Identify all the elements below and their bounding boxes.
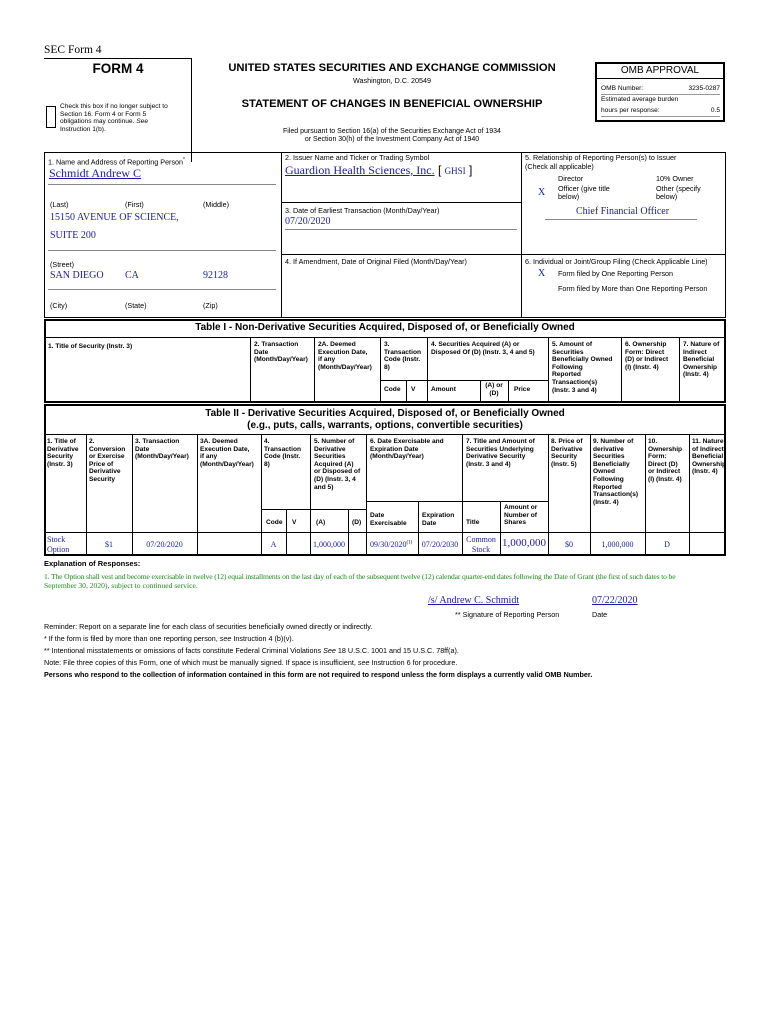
t2-col-underlying: 7. Title and Amount of Securities Underlying Derivative Security (Instr. 3 and 4) <box>466 438 535 468</box>
t2-col-deemed: 3A. Deemed Execution Date, if any (Month/Day/Year) <box>200 438 254 468</box>
t1-sub-amount: Amount <box>431 386 456 393</box>
table-rule <box>250 337 251 403</box>
reminder-note: Reminder: Report on a separate line for each class of securities beneficially owned directly or indirectly. <box>44 622 373 631</box>
relationship-sublabel: (Check all applicable) <box>525 162 594 171</box>
t2-col-code: 4. Transaction Code (Instr. 8) <box>264 438 302 468</box>
state-value: CA <box>125 270 139 281</box>
t2-col-price: 8. Price of Derivative Security (Instr. 5) <box>551 438 583 468</box>
t2-row-expiration: 07/20/2030 <box>421 540 459 549</box>
sec-form-label: SEC Form 4 <box>44 44 102 56</box>
table-rule <box>366 501 462 502</box>
table-rule <box>132 434 133 556</box>
t2-col-nature: 11. Nature of Indirect Beneficial Ownership (Instr. 4) <box>692 438 727 476</box>
t2-sub-date-ex: Date Exercisable <box>370 512 407 527</box>
table-rule <box>462 501 548 502</box>
t2-sub-code: Code <box>266 519 283 526</box>
omb-divider <box>601 94 720 95</box>
one-person-label: Form filed by One Reporting Person <box>558 269 674 278</box>
omb-number-value: 3235-0287 <box>688 85 720 92</box>
table-rule <box>590 434 591 556</box>
address-line-1: 15150 AVENUE OF SCIENCE, <box>50 212 179 223</box>
officer-label: Officer (give title below) <box>558 184 610 202</box>
t2-col-conversion: 2. Conversion or Exercise Price of Derivative Security <box>89 438 126 483</box>
section-divider <box>281 152 282 318</box>
table-rule <box>508 380 509 403</box>
table-rule <box>348 509 349 556</box>
header-rule <box>44 58 192 59</box>
city-value: SAN DIEGO <box>50 270 104 281</box>
agency-name: UNITED STATES SECURITIES AND EXCHANGE COMMISSION <box>228 62 556 74</box>
section-divider <box>281 254 726 255</box>
field-rule <box>48 184 276 185</box>
checkbox-instructions: Check this box if no longer subject to Section 16. Form 4 or Form 5 obligations may continue. See Instruction 1(b). <box>60 103 168 133</box>
director-label: Director <box>558 174 584 183</box>
t2-sub-amount: Amount or Number of Shares <box>504 504 538 527</box>
signature-name: /s/ Andrew C. Schmidt <box>428 595 520 606</box>
earliest-date-label: 3. Date of Earliest Transaction (Month/Day/Year) <box>285 206 440 215</box>
t2-row-ownership-form: D <box>664 540 670 549</box>
officer-title: Chief Financial Officer <box>575 206 670 217</box>
table-2-title: Table II - Derivative Securities Acquired, Disposed of, or Beneficially Owned (e.g., puts, calls, warrants, options, convertible securities) <box>205 408 565 431</box>
t2-col-number: 5. Number of Derivative Securities Acquired (A) or Disposed of (D) (Instr. 3, 4 and 5) <box>314 438 361 491</box>
t2-row-price: $1 <box>105 540 113 549</box>
issuer-ticker: GHSI <box>444 166 466 176</box>
t2-row-deriv-price: $0 <box>565 540 573 549</box>
table-rule <box>197 434 198 556</box>
zip-value: 92128 <box>203 270 228 281</box>
copies-note: Note: File three copies of this Form, one of which must be manually signed. If space is insufficient, see Instruction 6 for procedure. <box>44 658 458 667</box>
table-rule <box>366 434 367 556</box>
table-rule <box>44 337 726 338</box>
field-rule <box>545 219 697 220</box>
t2-sub-title: Title <box>466 519 480 526</box>
filing-label: 6. Individual or Joint/Group Filing (Check Applicable Line) <box>525 257 708 266</box>
first-label: (First) <box>125 200 144 209</box>
table-1-title: Table I - Non-Derivative Securities Acquired, Disposed of, or Beneficially Owned <box>195 322 575 333</box>
t1-sub-code: Code <box>384 386 401 393</box>
table-rule <box>689 434 690 556</box>
table-rule <box>261 434 262 556</box>
signature-date: 07/22/2020 <box>592 595 638 606</box>
omb-divider <box>601 116 720 117</box>
t2-sub-exp: Expiration Date <box>422 512 455 527</box>
t1-col-nature: 7. Nature of Indirect Beneficial Ownership (Instr. 4) <box>683 341 720 379</box>
one-person-checkbox[interactable]: X <box>538 268 546 279</box>
reporting-person-name[interactable]: Schmidt Andrew C <box>49 166 141 180</box>
misstatement-note: ** Intentional misstatements or omissions of facts constitute Federal Criminal Violations See 18 U.S.C. 1001 and 15 U.S.C. 78ff(a). <box>44 646 459 655</box>
table-rule <box>44 532 726 533</box>
table-rule <box>86 434 87 556</box>
table-rule <box>621 337 622 403</box>
table-rule <box>548 337 549 403</box>
more-than-one-label: Form filed by More than One Reporting Person <box>558 284 708 293</box>
omb-burden-label-1: Estimated average burden <box>601 96 679 103</box>
omb-burden-value: 0.5 <box>710 107 720 114</box>
t2-row-date: 07/20/2020 <box>146 540 183 549</box>
middle-label: (Middle) <box>203 200 229 209</box>
field-rule <box>48 250 276 251</box>
no-longer-subject-checkbox[interactable] <box>46 106 56 128</box>
t1-sub-price: Price <box>514 386 531 393</box>
reporting-person-label: 1. Name and Address of Reporting Person* <box>48 157 185 167</box>
table-rule <box>286 509 287 556</box>
table-rule <box>380 337 381 403</box>
table-rule <box>44 434 726 435</box>
footnote-ref[interactable]: (1) <box>406 540 413 546</box>
table-rule <box>406 380 407 403</box>
table-rule <box>679 337 680 403</box>
table-rule <box>310 509 366 510</box>
t1-col-date: 2. Transaction Date (Month/Day/Year) <box>254 341 308 364</box>
t1-col-ownership: 6. Ownership Form: Direct (D) or Indirect (I) (Instr. 4) <box>625 341 669 371</box>
table-rule <box>314 337 315 403</box>
officer-checkbox[interactable]: X <box>538 187 546 198</box>
t2-row-security: Stock Option <box>47 535 70 554</box>
t1-col-code: 3. Transaction Code (Instr. 8) <box>384 341 422 371</box>
t1-col-title: 1. Title of Security (Instr. 3) <box>48 343 133 350</box>
issuer-name-row: Guardion Health Sciences, Inc. [ GHSI ] <box>285 163 473 177</box>
ten-percent-label: 10% Owner <box>656 174 694 183</box>
t2-col-date: 3. Transaction Date (Month/Day/Year) <box>135 438 189 461</box>
street-label: (Street) <box>50 260 74 269</box>
zip-label: (Zip) <box>203 301 218 310</box>
form-title: FORM 4 <box>92 61 144 76</box>
t2-col-ownership: 10. Ownership Form: Direct (D) or Indirect (I) (Instr. 4) <box>648 438 683 483</box>
explanation-footnote: 1. The Option shall vest and become exercisable in twelve (12) equal installments on the last day of each of the subsequent twelve (12) calendar quarter-end dates following the Date of Grant (the first of such dates to be September 30, 2020), subject to continued service. <box>44 572 676 591</box>
omb-burden-label-2: hours per response: <box>601 107 660 114</box>
date-label: Date <box>592 610 608 619</box>
t2-row-owned: 1,000,000 <box>601 540 634 549</box>
section-divider <box>281 202 521 203</box>
omb-title: OMB APPROVAL <box>597 64 723 79</box>
field-rule <box>285 229 517 230</box>
omb-persons-note: Persons who respond to the collection of information contained in this form are not required to respond unless the form displays a currently valid OMB Number. <box>44 670 593 679</box>
other-label: Other (specify below) <box>656 184 701 202</box>
amendment-label: 4. If Amendment, Date of Original Filed (Month/Day/Year) <box>285 257 467 266</box>
field-rule <box>48 289 276 290</box>
explanation-heading: Explanation of Responses: <box>44 559 141 568</box>
t1-sub-aord: (A) or (D) <box>485 382 503 397</box>
table-rule <box>427 337 428 403</box>
state-label: (State) <box>125 301 147 310</box>
t2-row-underlying-amount: 1,000,000 <box>502 537 546 549</box>
section-divider <box>521 152 522 318</box>
t2-sub-a: (A) <box>316 519 326 526</box>
issuer-label: 2. Issuer Name and Ticker or Trading Symbol <box>285 153 430 162</box>
t1-col-acquired: 4. Securities Acquired (A) or Disposed Of (D) (Instr. 3, 4 and 5) <box>431 341 535 356</box>
t2-row-acquired: 1,000,000 <box>313 540 345 549</box>
t1-sub-v: V <box>411 386 416 393</box>
address-line-2: SUITE 200 <box>50 230 96 241</box>
t2-col-owned: 9. Number of derivative Securities Beneficially Owned Following Reported Transaction(s) (Instr. 4) <box>593 438 639 506</box>
last-label: (Last) <box>50 200 69 209</box>
t1-col-amount: 5. Amount of Securities Beneficially Owned Following Reported Transaction(s) (Instr. 3 and 4) <box>552 341 613 394</box>
t2-col-title: 1. Title of Derivative Security (Instr. 3) <box>47 438 79 468</box>
t2-row-exercisable: 09/30/2020$^{(1)}$ <box>370 540 413 549</box>
omb-number-label: OMB Number: <box>601 85 644 92</box>
statement-title: STATEMENT OF CHANGES IN BENEFICIAL OWNERSHIP <box>241 98 543 110</box>
signature-label: ** Signature of Reporting Person <box>455 610 560 619</box>
issuer-name[interactable]: Guardion Health Sciences, Inc. <box>285 163 435 177</box>
t2-col-exercisable: 6. Date Exercisable and Expiration Date (Month/Day/Year) <box>370 438 444 461</box>
filed-pursuant: Filed pursuant to Section 16(a) of the Securities Exchange Act of 1934 or Section 30(h) of the Investment Company Act of 1940 <box>283 128 501 144</box>
table-rule <box>645 434 646 556</box>
relationship-label: 5. Relationship of Reporting Person(s) to Issuer <box>525 153 677 162</box>
t1-col-deemed: 2A. Deemed Execution Date, if any (Month/Day/Year) <box>318 341 372 371</box>
t2-row-code: A <box>270 540 277 549</box>
t2-sub-d: (D) <box>352 519 362 526</box>
t2-row-underlying-title: Common Stock <box>466 535 496 554</box>
table-rule <box>548 434 549 556</box>
earliest-date: 07/20/2020 <box>285 216 331 227</box>
t2-sub-v: V <box>292 519 297 526</box>
agency-city: Washington, D.C. 20549 <box>352 76 432 85</box>
table-rule <box>310 434 311 556</box>
multiple-persons-note: * If the form is filed by more than one reporting person, see Instruction 4 (b)(v). <box>44 634 294 643</box>
city-label: (City) <box>50 301 68 310</box>
